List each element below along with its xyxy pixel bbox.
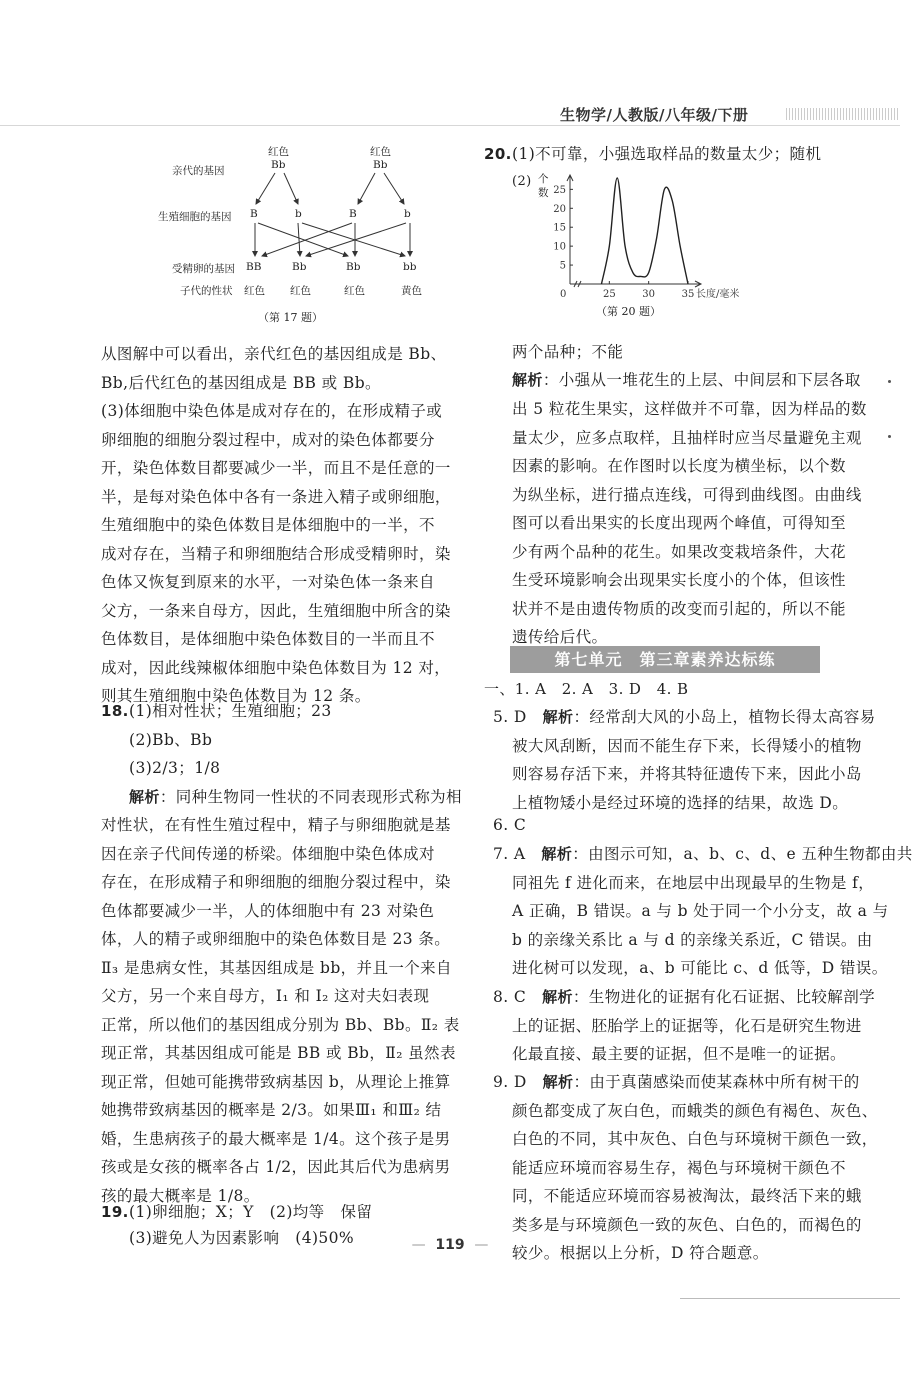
footer-rule <box>680 1298 900 1299</box>
row-label-traits: 子代的性状 <box>180 285 233 297</box>
text-line: 卵细胞的细胞分裂过程中，成对的染色体都要分 <box>101 430 435 449</box>
x-axis-label: 长度/毫米 <box>696 289 740 300</box>
text-line: 状并不是由遗传物质的改变而引起的，所以不能 <box>512 599 846 618</box>
x-tick-label: 25 <box>602 289 616 300</box>
analysis-label: 解析 <box>542 708 574 726</box>
trait-1: 红色 <box>244 285 265 297</box>
y-tick-label: 10 <box>553 241 566 253</box>
q19-answer-1: (1)卵细胞；X；Y (2)均等 保留 <box>129 1203 373 1221</box>
text-line: 色体数目，是体细胞中染色体数目的一半而且不 <box>101 630 435 648</box>
arrow-g2-z2 <box>298 223 300 256</box>
text-line: 色体又恢复到原来的水平，一对染色体一条来自 <box>101 573 435 591</box>
text-line: 则其生殖细胞中染色体数目为 12 条。 <box>101 687 371 705</box>
text-line: 半，是每对染色体中各有一条进入精子或卵细胞， <box>101 487 451 506</box>
length-count-chart <box>530 172 740 300</box>
text-line: 同，不能适应环境而容易被淘汰，最终活下来的蛾 <box>512 1187 862 1205</box>
parent-1-trait: 红色 <box>268 146 289 158</box>
text-line: 则容易存活下来，并将其特征遗传下来，因此小岛 <box>512 765 862 783</box>
zygote-3: Bb <box>346 261 361 273</box>
header-rule <box>0 125 900 126</box>
arrow-p2-gB <box>358 173 375 204</box>
text-line: Bb,后代红色的基因组成是 BB 或 Bb。 <box>101 373 381 392</box>
q18-number: 18. <box>101 702 129 720</box>
row-label-gametes: 生殖细胞的基因 <box>158 211 232 223</box>
text-line: 父方，一条来自母方，因此，生殖细胞中所含的染 <box>101 601 451 620</box>
arrow-p1-gb <box>284 173 298 204</box>
y-tick-label: 20 <box>553 203 566 215</box>
text-line: 能适应环境而容易生存，褐色与环境树干颜色不 <box>512 1158 846 1177</box>
text-line: 体，人的精子或卵细胞中的染色体数目是 23 条。 <box>101 930 451 948</box>
trait-3: 红色 <box>344 285 365 297</box>
arrow-p2-gb <box>384 173 404 204</box>
q19-number: 19. <box>101 1203 129 1221</box>
question-head: 7. A <box>493 845 542 863</box>
text-line: 类多是与环境颜色一致的灰色、白色的，而褐色的 <box>512 1215 862 1234</box>
text-line: 现正常，但她可能携带致病基因 b，从理论上推算 <box>101 1072 451 1091</box>
text-line: 图可以看出果实的长度出现两个峰值，可得知至 <box>512 514 846 532</box>
zygote-2: Bb <box>292 261 307 273</box>
text-line: 进化树可以发现，a、b 可能比 c、d 低等，D 错误。 <box>512 959 888 977</box>
page-number-value: 119 <box>435 1237 465 1253</box>
gamete-1: B <box>250 208 258 220</box>
text-line: 色体都要减少一半，人的体细胞中有 23 对染色 <box>101 901 435 920</box>
q8-first-line <box>493 983 875 1012</box>
x-tick-label: 30 <box>642 289 656 300</box>
text-line: 出 5 粒花生果实，这样做并不可靠，因为样品的数 <box>512 400 867 418</box>
analysis-label: 解析 <box>129 788 160 806</box>
q20-answer-2-prefix: (2) <box>512 174 532 189</box>
text-line: 成对，因此线辣椒体细胞中染色体数目为 12 对， <box>101 658 451 677</box>
text-line: 化最直接、最主要的证据，但不是唯一的证据。 <box>512 1045 846 1063</box>
figure-17-caption: （第 17 题） <box>258 311 323 324</box>
text-line: 颜色都变成了灰白色，而蛾类的颜色有褐色、灰色、 <box>512 1101 878 1120</box>
text-line: b 的亲缘关系比 a 与 d 的亲缘关系近，C 错误。由 <box>512 930 873 949</box>
analysis-first-text: ：由于真菌感染而使某森林中所有树干的 <box>573 1073 860 1091</box>
text-line: 成对存在，当精子和卵细胞结合形成受精卵时，染 <box>101 544 451 563</box>
analysis-first-text: ：由图示可知，a、b、c、d、e 五种生物都由共 <box>572 845 913 863</box>
text-line: 被大风刮断，因而不能生存下来，长得矮小的植物 <box>512 736 862 755</box>
text-line: 为纵坐标，进行描点连线，可得到曲线图。由曲线 <box>512 485 862 504</box>
text-line: 少有两个品种的花生。如果改变栽培条件，大花 <box>512 542 846 561</box>
figure-20-caption: （第 20 题） <box>596 305 661 318</box>
text-line: (3)体细胞中染色体是成对存在的，在形成精子或 <box>101 402 443 420</box>
text-line: 现正常，其基因组成可能是 BB 或 Bb，Ⅱ₂ 虽然表 <box>101 1044 456 1062</box>
figure-20 <box>530 172 740 320</box>
text-line: 从图解中可以看出，亲代红色的基因组成是 Bb、 <box>101 345 447 363</box>
analysis-first-text: ：经常刮大风的小岛上，植物长得太高容易 <box>573 708 876 726</box>
analysis-label: 解析 <box>541 845 573 863</box>
y-tick-label: 5 <box>559 260 566 272</box>
x-tick-label: 35 <box>681 289 695 300</box>
analysis-label: 解析 <box>542 988 573 1006</box>
text-line: 较少。根据以上分析，D 符合题意。 <box>512 1244 769 1262</box>
q18-answer-2: (2)Bb、Bb <box>129 731 213 749</box>
q5-first-line <box>493 703 876 732</box>
text-line: 量太少，应多点取样，且抽样时应当尽量避免主观 <box>512 428 862 447</box>
text-line: A 正确，B 错误。a 与 b 处于同一个小分支，故 a 与 <box>512 902 889 920</box>
text-line: 她携带致病基因的概率是 2/3。如果Ⅲ₁ 和Ⅲ₂ 结 <box>101 1101 442 1119</box>
gamete-2: b <box>295 208 302 220</box>
text-line: 父方，另一个来自母方，Ⅰ₁ 和 Ⅰ₂ 这对夫妇表现 <box>101 987 430 1005</box>
running-header: 生物学/人教版/八年级/下册 <box>560 106 749 124</box>
q18-analysis-first <box>129 783 462 812</box>
y-tick-label: 25 <box>553 184 566 196</box>
text-line: 白色的不同，其中灰色、白色与环境树干颜色一致， <box>512 1130 878 1148</box>
q18-analysis-first-text: ：同种生物同一性状的不同表现形式称为相 <box>159 788 462 806</box>
question-head: 5. D <box>493 708 543 726</box>
trait-2: 红色 <box>290 285 311 297</box>
chart-ylabel: 个数 <box>538 173 549 199</box>
gamete-3: B <box>349 208 357 220</box>
text-line: Ⅱ₃ 是患病女性，其基因组成是 bb，并且一个来自 <box>101 958 452 977</box>
text-line: 对性状，在有性生殖过程中，精子与卵细胞就是基 <box>101 816 451 834</box>
parent-2-gene: Bb <box>373 159 388 171</box>
text-line: 生受环境影响会出现果实长度小的个体，但该性 <box>512 571 846 589</box>
row-label-parents: 亲代的基因 <box>172 165 225 177</box>
q20-analysis-first-text: ：小强从一堆花生的上层、中间层和下层各取 <box>542 371 861 389</box>
text-line: 因素的影响。在作图时以长度为横坐标，以个数 <box>512 457 846 475</box>
q18-answer-3: (3)2/3；1/8 <box>129 759 221 777</box>
text-line: 上植物矮小是经过环境的选择的结果，故选 D。 <box>512 793 849 812</box>
text-line: 孩或是女孩的概率各占 1/2，因此其后代为患病男 <box>101 1158 451 1176</box>
text-line: 存在，在形成精子和卵细胞的细胞分裂过程中，染 <box>101 873 451 891</box>
text-line: 正常，所以他们的基因组成分别为 Bb、Bb。Ⅱ₂ 表 <box>101 1015 460 1034</box>
trait-4: 黄色 <box>401 285 422 297</box>
text-line: 婚，生患病孩子的最大概率是 1/4。这个孩子是男 <box>101 1129 451 1148</box>
analysis-label: 解析 <box>512 371 543 389</box>
parent-1-gene: Bb <box>271 159 286 171</box>
text-line: 孩的最大概率是 1/8。 <box>101 1186 260 1205</box>
zygote-4: bb <box>403 261 417 273</box>
text-line: 同祖先 f 进化而来，在地层中出现最早的生物是 f， <box>512 873 875 892</box>
arrow-g1-z3 <box>258 223 348 256</box>
q20-number: 20. <box>484 145 512 163</box>
series-line <box>601 178 688 284</box>
header-hatch <box>786 108 900 120</box>
text-line: 遗传给后代。 <box>512 628 608 646</box>
text-line: 上的证据、胚胎学上的证据等，化石是研究生物进 <box>512 1016 862 1035</box>
question-head: 8. C <box>493 988 543 1006</box>
q20-analysis-first <box>512 366 861 395</box>
question-6-answer: 6. C <box>493 816 527 834</box>
q18-answer-1: (1)相对性状；生殖细胞；23 <box>129 702 332 720</box>
q7-first-line <box>493 840 913 869</box>
q20-answer-1: (1)不可靠，小强选取样品的数量太少；随机 <box>512 145 822 163</box>
q19-answer-2: (3)避免人为因素影响 (4)50% <box>129 1229 355 1247</box>
y-tick-label: 15 <box>553 222 566 234</box>
text-line: 因在亲子代间传递的桥梁。体细胞中染色体成对 <box>101 844 435 863</box>
zygote-1: BB <box>246 261 262 273</box>
text-line: 开，染色体数目都要减少一半，而且不是任意的一 <box>101 459 451 477</box>
analysis-first-text: ：生物进化的证据有化石证据、比较解剖学 <box>572 988 875 1006</box>
gamete-4: b <box>404 208 411 220</box>
analysis-label: 解析 <box>542 1073 574 1091</box>
row-label-zygotes: 受精卵的基因 <box>172 263 235 275</box>
section-title: 第七单元 第三章素养达标练 <box>510 646 820 673</box>
origin-label: 0 <box>560 289 567 300</box>
arrow-g3-z1 <box>262 223 352 256</box>
parent-2-trait: 红色 <box>370 146 391 158</box>
edge-marks <box>888 380 892 440</box>
page-number: — 119 — <box>411 1237 489 1253</box>
text-line: 生殖细胞中的染色体数目是体细胞中的一半，不 <box>101 516 435 534</box>
question-head: 9. D <box>493 1073 543 1091</box>
choice-answers: 一、1. A 2. A 3. D 4. B <box>484 680 689 698</box>
arrow-p1-gB <box>256 173 275 204</box>
figure-17 <box>150 138 450 328</box>
q20-answer-2-result: 两个品种；不能 <box>512 343 624 361</box>
q9-first-line <box>493 1068 860 1097</box>
